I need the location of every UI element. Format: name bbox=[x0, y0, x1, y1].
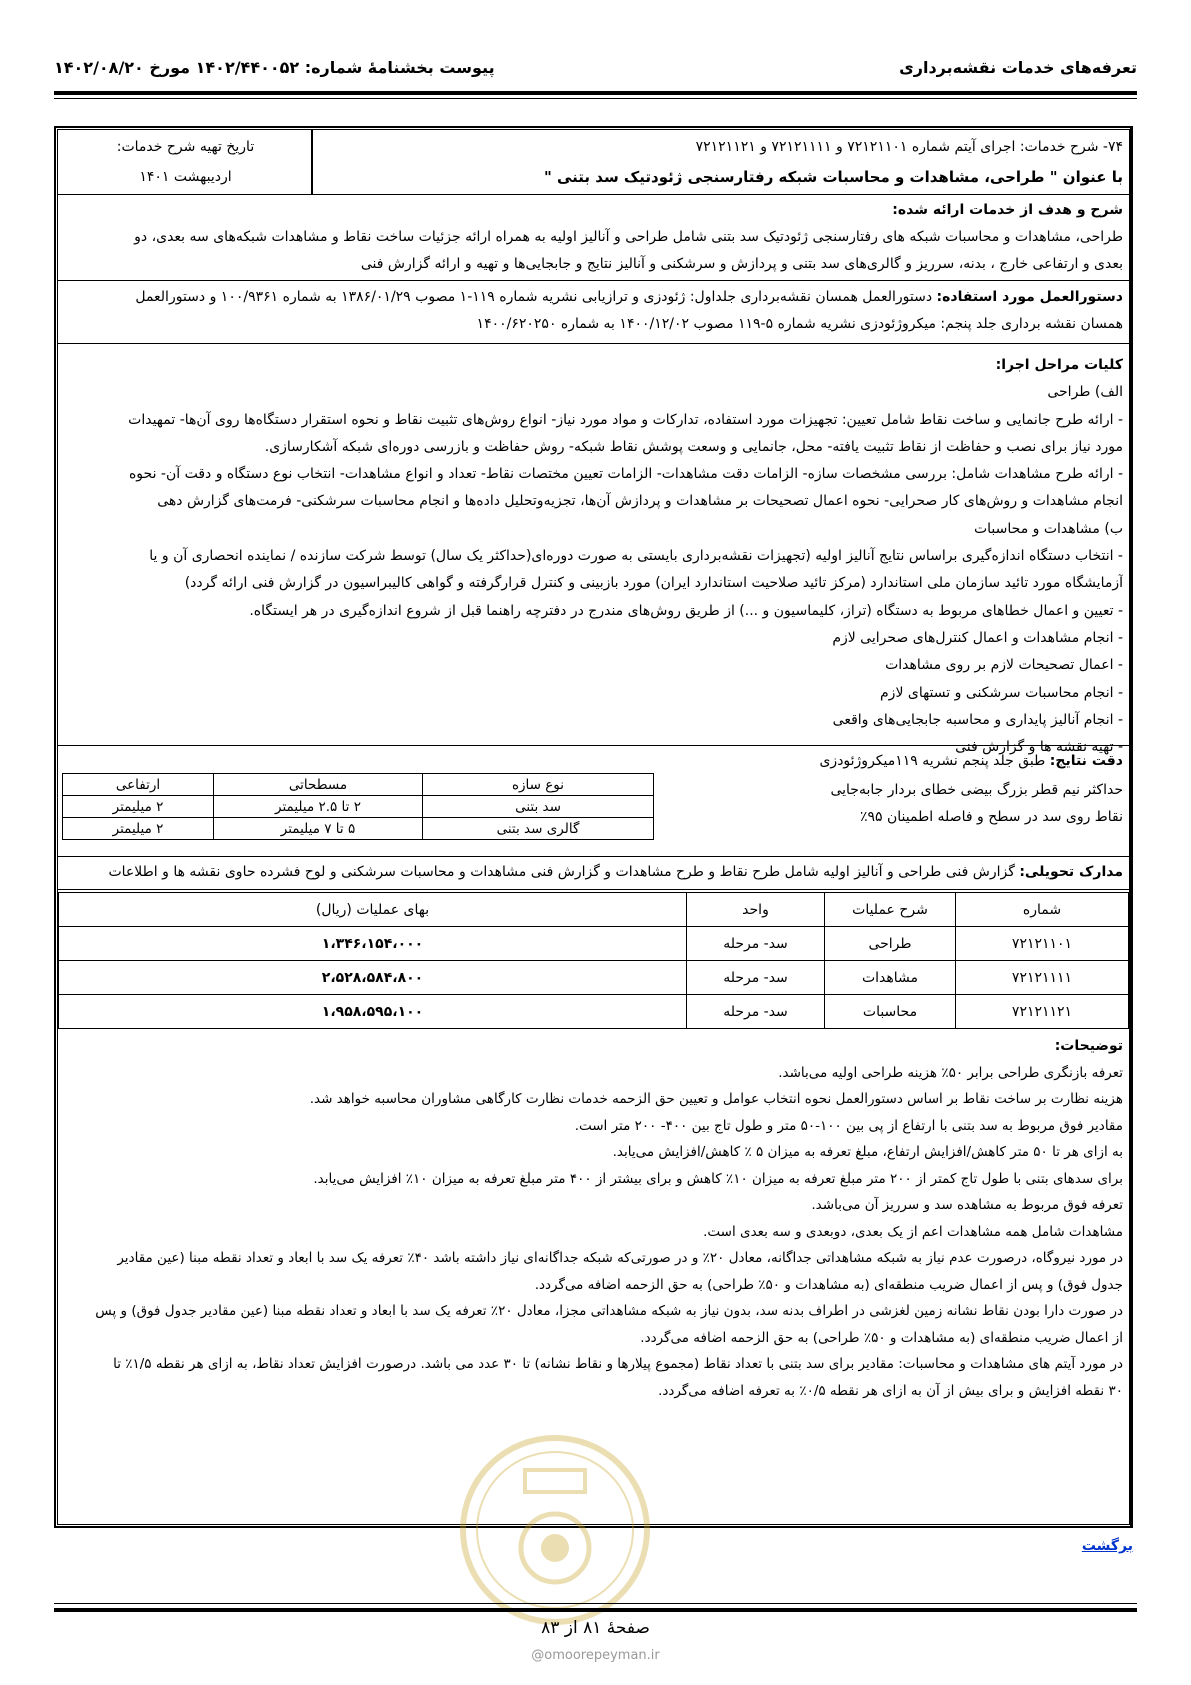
table-header-cell: نوع سازه bbox=[423, 774, 654, 796]
service-date bbox=[58, 130, 313, 195]
service-date-label: تاریخ تهیه شرح خدمات: bbox=[116, 139, 255, 155]
table-header-row bbox=[63, 774, 654, 796]
description-heading: شرح و هدف از خدمات ارائه شده: bbox=[892, 202, 1123, 218]
price-section bbox=[58, 890, 1129, 1025]
step-line: - ارائه طرح جانمایی و ساخت نقاط شامل تعیین: تجهیزات مورد استفاده، تدارکات و مواد مورد نیاز- انواع روش‌های تثبیت نقاط و نحوه استقرار دستگاه‌ها روی آن‌ها- تمهیدات bbox=[128, 411, 1123, 428]
accuracy-note: نقاط روی سد در سطح و فاصله اطمینان ۹۵٪ bbox=[859, 809, 1123, 825]
deliverables-text: گزارش فنی طراحی و آنالیز اولیه شامل طرح نقاط و طرح مشاهدات و گزارش فنی مشاهدات و محاسبات سرشکنی و لوح فشرده حاوی نقشه ها و اطلاعات bbox=[108, 864, 1015, 880]
item-unit: سد- مرحله bbox=[687, 995, 825, 1029]
table-cell: ۲ تا ۲.۵ میلیمتر bbox=[214, 796, 423, 818]
table-row bbox=[59, 927, 1129, 961]
standard-line: دستورالعمل همسان نقشه‌برداری جلداول: ژئودزی و ترازیابی نشریه شماره ۱۱۹-۱ مصوب ۱۳۸۶/۰۱/۲۹ به شماره ۱۰۰/۹۳۶۱ و دستورالعمل bbox=[135, 289, 933, 305]
service-date-value: اردیبهشت ۱۴۰۱ bbox=[139, 169, 232, 185]
header-rule-thin bbox=[54, 98, 1137, 99]
standard-line: همسان نقشه برداری جلد پنجم: میکروژئودزی نشریه شماره ۵-۱۱۹ مصوب ۱۴۰۰/۱۲/۰۲ به شماره ۱۴۰۰/۶۲۰۲۵۰ bbox=[476, 316, 1123, 332]
item-code: ۷۲۱۲۱۱۰۱ bbox=[956, 927, 1129, 961]
note-line: در مورد نیروگاه، درصورت عدم نیاز به شبکه مشاهداتی جداگانه، معادل ۲۰٪ و در صورتی‌که شبکه جداگانه‌ای نیاز داشته باشد ۴۰٪ تعرفه یک سد با ابعاد و تعداد نقطه مبنا (عین مقادیر bbox=[117, 1250, 1123, 1266]
item-price: ۱،۳۴۶،۱۵۴،۰۰۰ bbox=[59, 927, 687, 961]
header-rule-thick bbox=[54, 91, 1137, 95]
deliverables-section bbox=[58, 857, 1129, 890]
page-header bbox=[54, 58, 1137, 88]
service-title bbox=[311, 130, 1129, 195]
table-header-cell: بهای عملیات (ریال) bbox=[59, 893, 687, 927]
header-title: تعرفه‌های خدمات نقشه‌برداری bbox=[899, 58, 1137, 77]
table-cell: سد بتنی bbox=[423, 796, 654, 818]
step-line: - انجام مشاهدات و اعمال کنترل‌های صحرایی لازم bbox=[832, 629, 1123, 646]
deliverables-heading: مدارک تحویلی: bbox=[1019, 864, 1123, 880]
steps-section bbox=[58, 344, 1129, 756]
note-line: ۳۰ نقطه افزایش و برای بیش از آن به ازای هر نقطه ۰/۵٪ به تعرفه اضافه می‌گردد. bbox=[658, 1382, 1123, 1399]
table-row bbox=[59, 995, 1129, 1029]
item-code: ۷۲۱۲۱۱۱۱ bbox=[956, 961, 1129, 995]
note-line: به ازای هر تا ۵۰ متر کاهش/افزایش ارتفاع، مبلغ تعرفه به میزان ۵ ٪ کاهش/افزایش می‌یابد. bbox=[612, 1144, 1123, 1160]
table-cell: ۵ تا ۷ میلیمتر bbox=[214, 818, 423, 840]
item-price: ۲،۵۲۸،۵۸۴،۸۰۰ bbox=[59, 961, 687, 995]
item-price: ۱،۹۵۸،۵۹۵،۱۰۰ bbox=[59, 995, 687, 1029]
step-line: مورد نیاز برای نصب و حفاظت از نقاط تثبیت یافته- محل، جانمایی و وسعت پوشش نقاط شبکه- روش حفاظت و بازرسی دوره‌ای شبکه آشکارسازی. bbox=[264, 438, 1123, 455]
watermark-text: @omoorepeyman.ir bbox=[531, 1648, 660, 1663]
step-line: انجام مشاهدات و روش‌های کار صحرایی- نحوه اعمال تصحیحات بر مشاهدات و پردازش آن‌ها، تجزیه‌وتحلیل داده‌ها و انجام محاسبات سرشکنی- فرمت‌های گزارش دهی bbox=[157, 493, 1123, 510]
step-line: ب) مشاهدات و محاسبات bbox=[973, 520, 1123, 537]
step-line: - انتخاب دستگاه اندازه‌گیری براساس نتایج آنالیز اولیه (تجهیزات نقشه‌برداری بایستی به صورت دوره‌ای(حداکثر یک سال) توسط شرکت سازنده / نماینده انحصاری آن و یا bbox=[149, 548, 1123, 565]
service-code-line: ۷۴- شرح خدمات: اجرای آیتم شماره ۷۲۱۲۱۱۰۱ و ۷۲۱۲۱۱۱۱ و ۷۲۱۲۱۱۲۱ bbox=[695, 139, 1123, 155]
accuracy-section bbox=[58, 746, 1129, 857]
back-link[interactable]: برگشت bbox=[1081, 1538, 1133, 1554]
item-description: مشاهدات bbox=[825, 961, 956, 995]
item-description: طراحی bbox=[825, 927, 956, 961]
content-inner-frame bbox=[57, 129, 1130, 1525]
accuracy-heading-text: طبق جلد پنجم نشریه ۱۱۹میکروژئودزی bbox=[819, 753, 1046, 769]
table-cell: گالری سد بتنی bbox=[423, 818, 654, 840]
table-cell: ۲ میلیمتر bbox=[63, 796, 214, 818]
step-line: آزمایشگاه مورد تائید سازمان ملی استاندارد (مرکز تائید صلاحیت استاندارد ایران) مورد بازبینی و کنترل قرارگرفته و گواهی کالیبراسیون در گزارش فنی ارائه گردد) bbox=[184, 575, 1123, 592]
table-row bbox=[63, 796, 654, 818]
footer-rule-thick bbox=[54, 1608, 1137, 1612]
step-line: - ارائه طرح مشاهدات شامل: بررسی مشخصات سازه- الزامات دقت مشاهدات- الزامات تعیین مختصات نقاط- تعداد و انواع مشاهدات- انتخاب نوع دستگاه و دقت آن- نحوه bbox=[128, 466, 1123, 483]
table-header-cell: مسطحاتی bbox=[214, 774, 423, 796]
step-line: - تعیین و اعمال خطاهای مربوط به دستگاه (تراز، کلیماسیون و ...) از طریق روش‌های مندرج در دفترچه راهنما قبل از شروع اندازه‌گیری در هر ایستگاه. bbox=[249, 602, 1123, 619]
notes-heading: توضیحات: bbox=[1054, 1038, 1123, 1054]
table-row bbox=[63, 818, 654, 840]
table-cell: ۲ میلیمتر bbox=[63, 818, 214, 840]
item-unit: سد- مرحله bbox=[687, 961, 825, 995]
note-line: از اعمال ضریب منطقه‌ای (به مشاهدات و ۵۰٪ طراحی) به حق الزحمه اضافه می‌گردد. bbox=[640, 1329, 1123, 1346]
description-section bbox=[58, 195, 1129, 281]
accuracy-heading: دقت نتایج: bbox=[1049, 753, 1123, 769]
step-line: - تهیه نقشه ها و گزارش فنی bbox=[955, 739, 1123, 756]
description-line: بعدی و ارتفاعی خارج ، بدنه، سرریز و گالری‌های سد بتنی و پردازش و سرشکنی و آنالیز نتایج و جابجایی‌ها و تهیه و ارائه گزارش فنی bbox=[360, 256, 1123, 272]
item-description: محاسبات bbox=[825, 995, 956, 1029]
note-line: مشاهدات شامل همه مشاهدات اعم از یک بعدی، دوبعدی و سه بعدی است. bbox=[703, 1223, 1123, 1240]
table-header-row bbox=[59, 893, 1129, 927]
step-line: - انجام محاسبات سرشکنی و تستهای لازم bbox=[880, 684, 1123, 701]
note-line: هزینه نظارت بر ساخت نقاط بر اساس دستورالعمل نحوه انتخاب عوامل و تعیین حق الزحمه خدمات نظارت کارگاهی مشاوران محاسبه خواهد شد. bbox=[309, 1091, 1123, 1107]
step-line: الف) طراحی bbox=[1047, 384, 1123, 401]
step-line: - انجام آنالیز پایداری و محاسبه جابجایی‌های واقعی bbox=[832, 711, 1123, 728]
seal-watermark-icon bbox=[455, 1430, 655, 1630]
table-header-cell: شرح عملیات bbox=[825, 893, 956, 927]
price-table bbox=[58, 892, 1129, 1029]
standard-heading: دستورالعمل مورد استفاده: bbox=[936, 289, 1123, 305]
note-line: در مورد آیتم های مشاهدات و محاسبات: مقادیر برای سد بتنی با تعداد نقاط (مجموع پیلارها و نقاط نشانه) تا ۳۰ عدد می باشد. درصورت افزایش تعداد نقاط، به ازای هر نقطه ۱/۵٪ تا bbox=[113, 1356, 1123, 1372]
table-header-cell: شماره bbox=[956, 893, 1129, 927]
note-line: جدول فوق) و پس از اعمال ضریب منطقه‌ای (به مشاهدات و ۵۰٪ طراحی) به حق الزحمه اضافه می‌گردد. bbox=[534, 1276, 1123, 1293]
note-line: تعرفه بازنگری طراحی برابر ۵۰٪ هزینه طراحی اولیه می‌باشد. bbox=[778, 1064, 1123, 1081]
description-line: طراحی، مشاهدات و محاسبات شبکه های رفتارسنجی ژئودتیک سد بتنی شامل طراحی و آنالیز اولیه به همراه ارائه جزئیات ساخت نقاط و مشاهدات شبکه‌های سه بعدی، دو bbox=[134, 229, 1123, 245]
standard-section bbox=[58, 281, 1129, 344]
steps-heading: کلیات مراحل اجرا: bbox=[995, 357, 1123, 373]
item-code: ۷۲۱۲۱۱۲۱ bbox=[956, 995, 1129, 1029]
step-line: - اعمال تصحیحات لازم بر روی مشاهدات bbox=[885, 657, 1123, 674]
note-line: در صورت دارا بودن نقاط نشانه زمین لغزشی در اطراف بدنه سد، بدون نیاز به شبکه مشاهداتی مجزا، معادل ۲۰٪ تعرفه یک سد با ابعاد و تعداد نقطه مبنا (عین مقادیر جدول فوق) و پس bbox=[95, 1303, 1123, 1319]
footer-rule-thin bbox=[54, 1603, 1137, 1604]
accuracy-table bbox=[62, 773, 654, 840]
table-header-cell: واحد bbox=[687, 893, 825, 927]
item-unit: سد- مرحله bbox=[687, 927, 825, 961]
table-row bbox=[59, 961, 1129, 995]
table-header-cell: ارتفاعی bbox=[63, 774, 214, 796]
note-line: تعرفه فوق مربوط به مشاهده سد و سرریز آن می‌باشد. bbox=[811, 1197, 1123, 1213]
service-title-row bbox=[58, 130, 1129, 195]
accuracy-note: حداکثر نیم قطر بزرگ بیضی خطای بردار جابه‌جایی bbox=[830, 782, 1123, 798]
service-name-line: با عنوان " طراحی، مشاهدات و محاسبات شبکه رفتارسنجی ژئودتیک سد بتنی " bbox=[543, 168, 1123, 186]
note-line: مقادیر فوق مربوط به سد بتنی با ارتفاع از پی بین ۱۰۰-۵۰ متر و طول تاج بین ۴۰۰- ۲۰۰ متر است. bbox=[574, 1117, 1123, 1134]
header-reference: پیوست بخشنامهٔ شماره: ۱۴۰۲/۴۴۰۰۵۲ مورخ ۱۴۰۲/۰۸/۲۰ bbox=[54, 58, 495, 77]
note-line: برای سدهای بتنی با طول تاج کمتر از ۲۰۰ متر مبلغ تعرفه به میزان ۱۰٪ کاهش و برای بیشتر از ۴۰۰ متر مبلغ تعرفه به میزان ۱۰٪ افزایش می‌یابد. bbox=[313, 1170, 1123, 1187]
page-number: صفحهٔ ۸۱ از ۸۳ bbox=[541, 1618, 650, 1638]
